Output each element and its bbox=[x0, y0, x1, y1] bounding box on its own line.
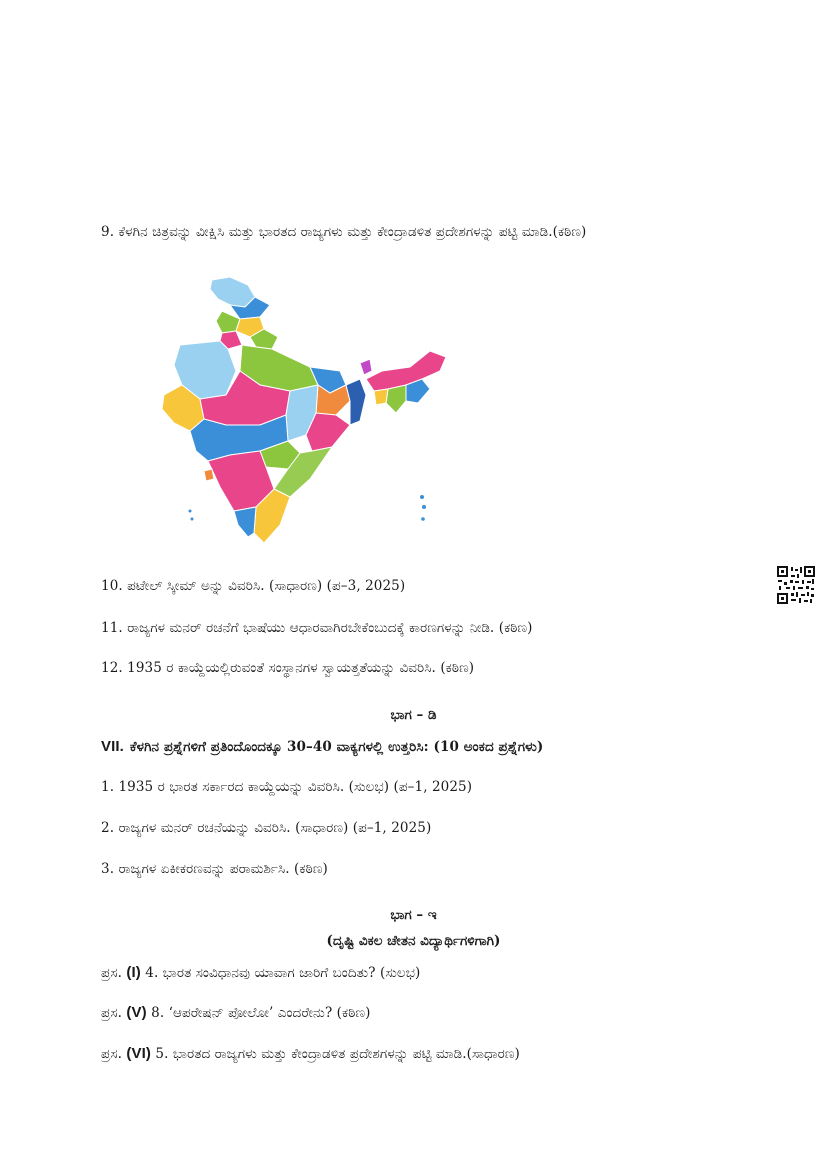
section-e-item-text: 8. ‘ಆಪರೇಷನ್ ಪೋಲೋ’ ಎಂದರೇನು? (ಕಠಿಣ) bbox=[151, 1005, 371, 1021]
section-d-roman-numeral: VII. bbox=[101, 738, 124, 755]
section-e-item-text: 4. ಭಾರತ ಸಂವಿಧಾನವು ಯಾವಾಗ ಜಾರಿಗೆ ಬಂದಿತು? (ಸುಲಭ) bbox=[145, 965, 421, 981]
section-e-item-prefix: ಪ್ರಸ. bbox=[101, 1046, 123, 1062]
question-12: 12. 1935 ರ ಕಾಯ್ದೆಯಲ್ಲಿರುವಂತೆ ಸಂಸ್ಥಾನಗಳ ಸ್ವಾಯತ್ತತೆಯನ್ನು ವಿವರಿಸಿ. (ಕಠಿಣ) bbox=[101, 660, 475, 676]
section-d-instruction bbox=[101, 738, 543, 755]
section-e-item-number: (V) bbox=[126, 1004, 147, 1021]
section-d-question-2: 2. ರಾಜ್ಯಗಳ ಮನರ್ ರಚನೆಯನ್ನು ವಿವರಿಸಿ. (ಸಾಧಾರಣ) (ಪ–1, 2025) bbox=[101, 820, 432, 836]
section-e-item-1 bbox=[101, 964, 420, 981]
question-11: 11. ರಾಜ್ಯಗಳ ಮನರ್ ರಚನೆಗೆ ಭಾಷೆಯು ಆಧಾರವಾಗಿರಬೇಕೆಂಬುದಕ್ಕೆ ಕಾರಣಗಳನ್ನು ನೀಡಿ. (ಕಠಿಣ) bbox=[101, 620, 533, 636]
qr-code-image bbox=[776, 565, 816, 605]
section-e-item-text: 5. ಭಾರತದ ರಾಜ್ಯಗಳು ಮತ್ತು ಕೇಂದ್ರಾಡಳಿತ ಪ್ರದೇಶಗಳನ್ನು ಪಟ್ಟಿ ಮಾಡಿ.(ಸಾಧಾರಣ) bbox=[155, 1046, 520, 1062]
india-map-image bbox=[160, 275, 460, 555]
section-e-item-prefix: ಪ್ರಸ. bbox=[101, 965, 123, 981]
section-e-title: ಭಾಗ – ಇ bbox=[390, 907, 437, 923]
section-e-item-number: (I) bbox=[126, 964, 141, 981]
section-e-item-number: (VI) bbox=[126, 1045, 151, 1062]
section-d-title: ಭಾಗ – ಡಿ bbox=[390, 707, 437, 723]
section-d-question-1: 1. 1935 ರ ಭಾರತ ಸರ್ಕಾರದ ಕಾಯ್ದೆಯನ್ನು ವಿವರಿಸಿ. (ಸುಲಭ) (ಪ–1, 2025) bbox=[101, 779, 473, 795]
india-map-svg bbox=[160, 275, 460, 555]
section-e-item-prefix: ಪ್ರಸ. bbox=[101, 1005, 123, 1021]
section-e-item-2 bbox=[101, 1004, 371, 1021]
question-9: 9. ಕೆಳಗಿನ ಚಿತ್ರವನ್ನು ವೀಕ್ಷಿಸಿ ಮತ್ತು ಭಾರತದ ರಾಜ್ಯಗಳು ಮತ್ತು ಕೇಂದ್ರಾಡಳಿತ ಪ್ರದೇಶಗಳನ್ನು ಪಟ್ಟಿ ಮಾಡಿ.(ಕಠಿಣ) bbox=[101, 224, 587, 240]
section-d-question-3: 3. ರಾಜ್ಯಗಳ ಏಕೀಕರಣವನ್ನು ಪರಾಮರ್ಶಿಸಿ. (ಕಠಿಣ) bbox=[101, 861, 328, 877]
qr-code-svg bbox=[776, 565, 816, 605]
question-10: 10. ಪಟೇಲ್ ಸ್ಕೀಮ್ ಅನ್ನು ವಿವರಿಸಿ. (ಸಾಧಾರಣ) (ಪ–3, 2025) bbox=[101, 578, 406, 594]
section-e-item-3 bbox=[101, 1045, 520, 1062]
section-e-subtitle: (ದೃಷ್ಟಿ ವಿಕಲ ಚೇತನ ವಿದ್ಯಾರ್ಥಿಗಳಿಗಾಗಿ) bbox=[326, 933, 501, 949]
section-d-instruction-text: ಕೆಳಗಿನ ಪ್ರಶ್ನೆಗಳಿಗೆ ಪ್ರತಿಂದೊಂದಕ್ಕೂ 30–40 ವಾಕ್ಯಗಳಲ್ಲಿ ಉತ್ತರಿಸಿ: (10 ಅಂಕದ ಪ್ರಶ್ನೆಗಳು) bbox=[129, 739, 544, 755]
